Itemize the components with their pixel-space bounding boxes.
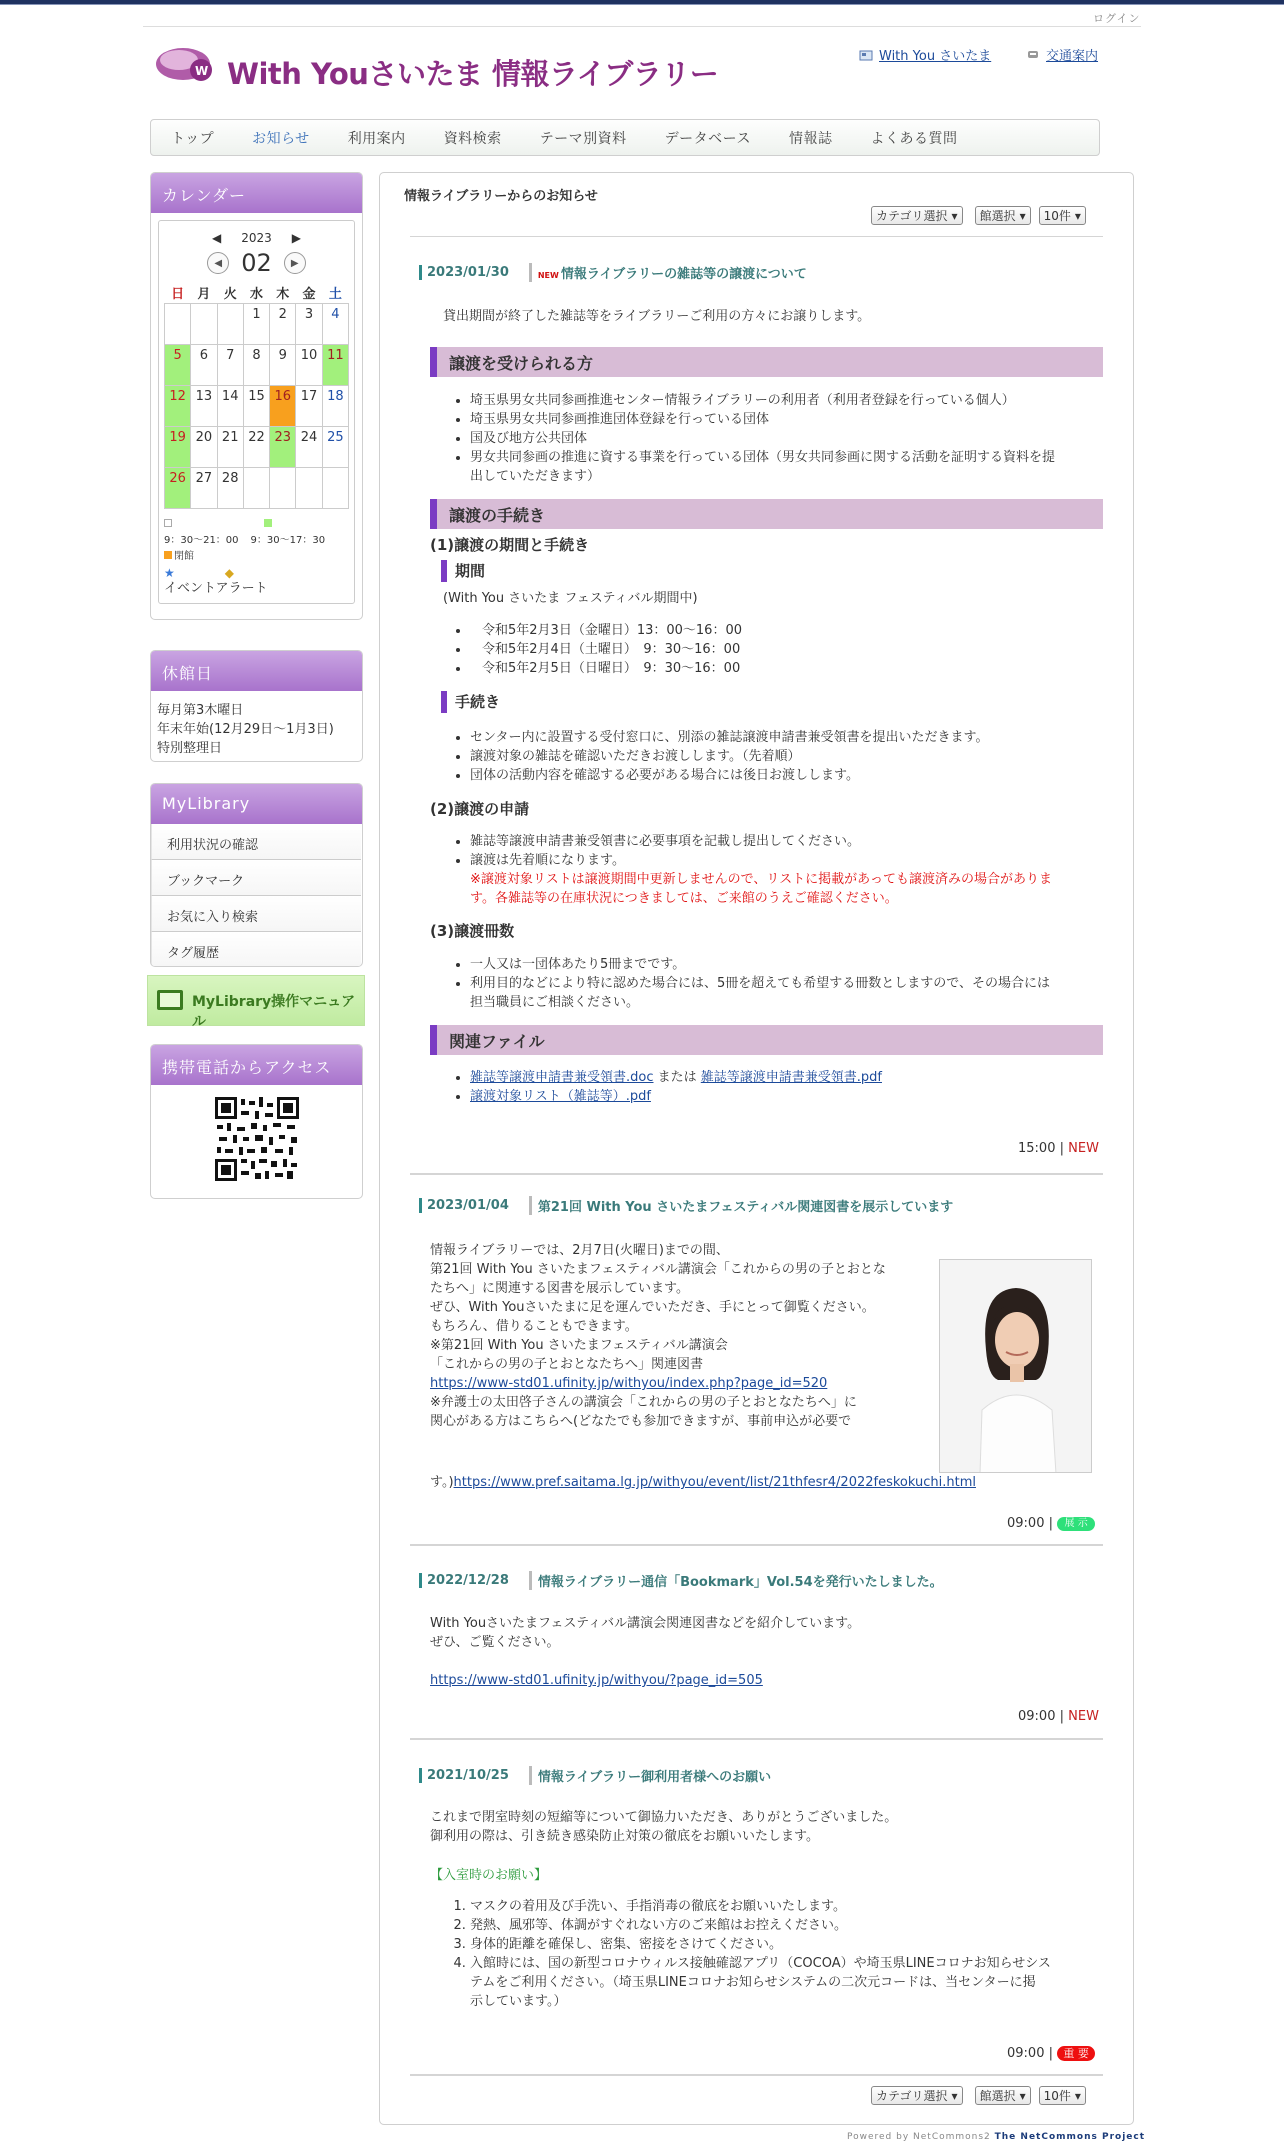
category-select-bottom[interactable] [871, 2086, 963, 2105]
entry1-title[interactable]: 情報ライブラリーの雑誌等の譲渡について [560, 267, 807, 282]
qr-code-icon [215, 1097, 299, 1181]
list-item: 出していただきます） [470, 469, 601, 484]
calendar-year: 2023 [241, 231, 272, 245]
legend-orange-swatch [164, 551, 172, 559]
calendar-day[interactable]: 13 [191, 385, 217, 426]
nav-database[interactable]: データベース [664, 130, 751, 147]
calendar-day[interactable]: 1 [243, 303, 269, 344]
access-link-text[interactable]: 交通案内 [1046, 49, 1099, 64]
weekday-wed: 水 [249, 287, 263, 303]
entry3-date: 2022/12/28 [419, 1573, 509, 1588]
mylibrary-tag-history[interactable]: タグ履歴 [151, 932, 361, 967]
login-link[interactable]: ログイン [1093, 12, 1141, 25]
chevron-down-icon: ▾ [1019, 2088, 1026, 2103]
calendar-day [243, 467, 269, 508]
section-recipients: 譲渡を受けられる方 [430, 347, 1103, 377]
exhibit-link[interactable]: https://www-std01.ufinity.jp/withyou/index.php?page_id=520 [430, 1376, 828, 1391]
heading-quantity: (3)譲渡冊数 [430, 922, 515, 940]
entry4-subheading: 【入室時のお願い】 [430, 1868, 548, 1883]
body-line: ※弁護士の太田啓子さんの講演会「これからの男の子とおとなたちへ」に [430, 1395, 857, 1410]
closed-line: 特別整理日 [157, 741, 223, 756]
divider [410, 2074, 1103, 2076]
svg-text:W: W [195, 64, 209, 78]
warning-text: す。各雑誌等の在庫状況につきましては、ご来館のうえご確認ください。 [470, 891, 898, 906]
list-item: • 利用目的などにより特に認めた場合には、5冊を超えても希望する冊数としますので、その場合には [470, 974, 1108, 993]
category-select[interactable] [871, 206, 963, 225]
section-files: 関連ファイル [430, 1025, 1103, 1055]
calendar-day[interactable]: 15 [243, 385, 269, 426]
list-item: 示しています。） [470, 1994, 567, 2009]
files-list [448, 1068, 1108, 1106]
count-select-bottom[interactable] [1039, 2086, 1086, 2105]
main-title: 情報ライブラリーからのお知らせ [404, 189, 598, 204]
branch-select-label: 館選択 [979, 2089, 1016, 2103]
footer-project-link[interactable]: The NetCommons Project [994, 2132, 1146, 2142]
portrait-image [940, 1260, 1092, 1473]
event-link[interactable]: https://www.pref.saitama.lg.jp/withyou/event/list/21thfesr4/2022feskokuchi.html [453, 1475, 976, 1490]
weekday-fri: 金 [302, 287, 316, 303]
calendar-day [165, 303, 191, 344]
list-item: • 令和5年2月5日（日曜日） 9：30～16：00 [470, 659, 1048, 678]
list-item: • 団体の活動内容を確認する必要がある場合には後日お渡しします。 [470, 766, 1108, 785]
list-item: • センター内に設置する受付窓口に、別添の雑誌譲渡申請書兼受領書を提出いただきます。 [470, 728, 1108, 747]
train-icon [1026, 49, 1040, 61]
bookmark-link[interactable]: https://www-std01.ufinity.jp/withyou/?page_id=505 [430, 1673, 763, 1688]
prev-month-icon[interactable]: ◀ [207, 252, 229, 274]
calendar-day[interactable]: 17 [296, 385, 322, 426]
procedure-list [448, 728, 1108, 785]
calendar-day[interactable]: 7 [217, 344, 243, 385]
divider [410, 1544, 1103, 1546]
entry1-time: 15:00 | [1018, 1141, 1064, 1156]
calendar-day[interactable]: 19 [165, 426, 191, 467]
count-select-label: 10件 [1043, 209, 1071, 223]
list-item: • 令和5年2月4日（土曜日） 9：30～16：00 [470, 640, 1048, 659]
list-item [470, 1068, 1108, 1087]
logo-icon [155, 42, 217, 92]
entry2-date: 2023/01/04 [419, 1198, 509, 1213]
weekday-sat: 土 [328, 287, 342, 303]
calendar-legend [164, 517, 349, 597]
mylibrary-bookmark[interactable]: ブックマーク [151, 860, 361, 896]
closed-box [150, 650, 363, 762]
branch-select-label: 館選択 [979, 209, 1016, 223]
file-link-pdf[interactable]: 雑誌等譲渡申請書兼受領書.pdf [700, 1070, 882, 1085]
file-link-doc[interactable]: 雑誌等譲渡申請書兼受領書.doc [470, 1070, 654, 1085]
mobile-title: 携帯電話からアクセス [151, 1045, 362, 1085]
mylibrary-box [150, 783, 363, 967]
file-link-list[interactable]: 譲渡対象リスト（雑誌等）.pdf [470, 1089, 651, 1104]
weekday-sun: 日 [171, 287, 185, 303]
body-line: もちろん、借りることもできます。 [430, 1319, 638, 1334]
logo-text: With Youさいたま 情報ライブラリー [227, 57, 719, 91]
closed-line: 年末年始(12月29日～1月3日) [157, 722, 334, 737]
calendar-day[interactable]: 5 [165, 344, 191, 385]
calendar-day[interactable]: 21 [217, 426, 243, 467]
body-line: With Youさいたまフェスティバル講演会関連図書などを紹介しています。 [430, 1616, 861, 1631]
entry4-time: 09:00 | [1007, 2046, 1053, 2061]
body-line: ぜひ、With Youさいたまに足を運んでいただき、手にとって御覧ください。 [430, 1300, 875, 1315]
legend-white: 9：30～21：00 [164, 534, 239, 546]
calendar-day[interactable]: 18 [322, 385, 348, 426]
legend-green-swatch [264, 519, 272, 527]
important-badge: 重 要 [1057, 2046, 1095, 2061]
entry3-header [419, 1571, 943, 1590]
body-line: 「これからの男の子とおとなたちへ」関連図書 [430, 1357, 704, 1372]
entry2-link-line [430, 1473, 976, 1492]
laptop-icon [156, 988, 186, 1014]
entry4-timestamp [1007, 2046, 1095, 2061]
calendar-day [270, 467, 296, 508]
mylibrary-manual-label: MyLibrary操作マニュアル [192, 994, 356, 1030]
body-line: 情報ライブラリーでは、2月7日(火曜日)までの間、 [430, 1243, 729, 1258]
entry3-body [430, 1614, 860, 1652]
footer [847, 2132, 1145, 2142]
entry1-header [419, 263, 807, 282]
calendar-grid [164, 283, 349, 509]
gift-icon: ◆ [224, 565, 234, 580]
category-select-label: カテゴリ選択 [876, 209, 948, 223]
chevron-down-icon: ▾ [1019, 208, 1026, 223]
entry2-title[interactable]: 第21回 With You さいたまフェスティバル関連図書を展示しています [529, 1196, 953, 1215]
list-item: 1. マスクの着用及び手洗い、手指消毒の徹底をお願いいたします。 [470, 1897, 1108, 1916]
count-select[interactable] [1039, 206, 1086, 225]
mylibrary-favorite-search[interactable]: お気に入り検索 [151, 896, 361, 932]
list-item: • 譲渡は先着順になります。 [470, 851, 1108, 870]
site-logo[interactable] [155, 40, 719, 96]
top-bar-line [0, 4, 1284, 5]
filter-row-top [871, 206, 1086, 225]
calendar-day[interactable]: 25 [322, 426, 348, 467]
new-badge: NEW [1068, 1141, 1099, 1156]
access-link[interactable] [1026, 45, 1098, 64]
subheading-procedure: 手続き [441, 691, 500, 713]
list-item: • 令和5年2月3日（金曜日）13：00～16：00 [470, 621, 1048, 640]
weekday-mon: 月 [197, 287, 211, 303]
body-line: 関心がある方はこちらへ(どなたでも参加できますが、事前申込が必要で [430, 1414, 852, 1429]
calendar-day[interactable]: 24 [296, 426, 322, 467]
chevron-down-icon: ▾ [1074, 208, 1081, 223]
entry2-time: 09:00 | [1007, 1516, 1053, 1531]
heading-application: (2)譲渡の申請 [430, 800, 530, 818]
list-item: • 譲渡対象の雑誌を確認いただきお渡しします。（先着順） [470, 747, 1108, 766]
count-select-label: 10件 [1043, 2089, 1071, 2103]
list-item: • 国及び地方公共団体 [470, 429, 1108, 448]
nav-faq[interactable]: よくある質問 [870, 130, 958, 147]
dates-list [448, 621, 1048, 678]
calendar-day[interactable]: 6 [191, 344, 217, 385]
period-note: (With You さいたま フェスティバル期間中) [443, 591, 698, 606]
mylibrary-manual-button[interactable] [147, 975, 365, 1030]
list-item: 担当職員にご相談ください。 [470, 995, 640, 1010]
mylibrary-title: MyLibrary [151, 784, 362, 824]
list-item: 2. 発熱、風邪等、体調がすぐれない方のご来館はお控えください。 [470, 1916, 1108, 1935]
entry4-title[interactable]: 情報ライブラリー御利用者様へのお願い [529, 1766, 771, 1785]
weekday-thu: 木 [276, 287, 290, 303]
entry3-time: 09:00 | [1018, 1709, 1064, 1724]
calendar-day[interactable]: 23 [270, 426, 296, 467]
entry3-timestamp [1018, 1709, 1099, 1724]
body-line: ぜひ、ご覧ください。 [430, 1635, 560, 1650]
nav-magazine[interactable]: 情報誌 [789, 130, 833, 147]
legend-white-swatch [164, 519, 172, 527]
calendar-day[interactable]: 26 [165, 467, 191, 508]
with-you-link[interactable] [859, 45, 991, 64]
calendar-day[interactable]: 11 [322, 344, 348, 385]
filter-row-bottom [871, 2086, 1086, 2105]
branch-select-bottom[interactable] [975, 2086, 1031, 2105]
body-line: す。) [430, 1475, 454, 1490]
calendar-day[interactable]: 8 [243, 344, 269, 385]
calendar-day[interactable]: 14 [217, 385, 243, 426]
body-line: 第21回 With You さいたまフェスティバル講演会「これからの男の子とおとな [430, 1262, 886, 1277]
entry4-header [419, 1766, 771, 1785]
nav-theme[interactable]: テーマ別資料 [539, 130, 627, 147]
next-month-icon[interactable]: ▶ [284, 252, 306, 274]
rules-list [448, 1897, 1108, 2011]
calendar-day [296, 467, 322, 508]
entry4-body [430, 1808, 897, 1846]
chevron-down-icon: ▾ [1074, 2088, 1081, 2103]
entry2-body [430, 1241, 886, 1431]
calendar-day[interactable]: 16 [270, 385, 296, 426]
list-item: 4. 入館時には、国の新型コロナウィルス接触確認アプリ（COCOA）や埼玉県LINEコロナお知らせシス [470, 1954, 1108, 1973]
body-line: たちへ」に関連する図書を展示しています。 [430, 1281, 689, 1296]
body-line: これまで閉室時刻の短縮等について御協力いただき、ありがとうございました。 [430, 1810, 898, 1825]
nav-guide[interactable]: 利用案内 [347, 130, 406, 147]
chevron-down-icon: ▾ [951, 208, 958, 223]
calendar-box [150, 172, 363, 620]
list-item: テムをご利用ください。（埼玉県LINEコロナお知らせシステムの二次元コードは、当センターに掲 [470, 1975, 1036, 1990]
section-procedure: 譲渡の手続き [430, 499, 1103, 529]
calendar-day[interactable]: 9 [270, 344, 296, 385]
divider [410, 1173, 1103, 1175]
list-item: • 男女共同参画の推進に資する事業を行っている団体（男女共同参画に関する活動を証明する資料を提 [470, 448, 1108, 467]
with-you-link-text[interactable]: With You さいたま [879, 49, 992, 64]
speaker-photo [939, 1259, 1092, 1473]
new-badge: NEW [1068, 1709, 1099, 1724]
body-line: ※第21回 With You さいたまフェスティバル講演会 [430, 1338, 728, 1353]
prev-year-icon[interactable]: ◀ [211, 231, 222, 245]
divider [410, 236, 1103, 237]
entry4-date: 2021/10/25 [419, 1768, 509, 1783]
heading-period-procedure: (1)譲渡の期間と手続き [430, 536, 590, 554]
list-item: • 雑誌等譲渡申請書兼受領書に必要事項を記載し提出してください。 [470, 832, 1108, 851]
calendar-day[interactable]: 2 [270, 303, 296, 344]
calendar-day[interactable]: 28 [217, 467, 243, 508]
list-item: • 一人又は一団体あたり5冊までです。 [470, 955, 1108, 974]
list-item: • 埼玉県男女共同参画推進センター情報ライブラリーの利用者（利用者登録を行っている個人） [470, 391, 1108, 410]
application-list [448, 832, 1108, 908]
warning-text: ※譲渡対象リストは譲渡期間中更新しませんので、リストに掲載があっても譲渡済みの場合がありま [470, 872, 1052, 887]
chevron-down-icon: ▾ [951, 2088, 958, 2103]
header-divider [143, 26, 1141, 27]
body-line: 御利用の際は、引き続き感染防止対策の徹底をお願いいたします。 [430, 1829, 819, 1844]
next-year-icon[interactable]: ▶ [291, 231, 301, 245]
calendar-title: カレンダー [151, 173, 362, 213]
calendar-day [322, 467, 348, 508]
nav-top[interactable]: トップ [171, 130, 215, 147]
closed-line: 毎月第3木曜日 [157, 703, 244, 718]
main-nav [150, 119, 1100, 156]
weekday-tue: 火 [223, 287, 237, 303]
closed-title: 休館日 [151, 651, 362, 691]
subheading-period: 期間 [441, 560, 485, 582]
legend-event: イベントアラート [164, 580, 268, 596]
entry1-title-wrap[interactable] [529, 263, 807, 282]
list-item [470, 1087, 1108, 1106]
calendar-day[interactable]: 20 [191, 426, 217, 467]
entry2-header [419, 1196, 953, 1215]
branch-select[interactable] [975, 206, 1031, 225]
calendar-day[interactable]: 3 [296, 303, 322, 344]
list-item: • 埼玉県男女共同参画推進団体登録を行っている団体 [470, 410, 1108, 429]
category-select-label: カテゴリ選択 [876, 2089, 948, 2103]
list-item: 3. 身体的距離を確保し、密集、密接をさけてください。 [470, 1935, 1108, 1954]
calendar-day [217, 303, 243, 344]
exhibit-badge: 展 示 [1057, 1517, 1095, 1531]
recipients-list [448, 391, 1108, 486]
or-text: または [653, 1070, 701, 1085]
calendar-day[interactable]: 10 [296, 344, 322, 385]
new-icon: NEW [537, 271, 559, 280]
legend-orange: 閉館 [174, 550, 194, 562]
calendar-day[interactable]: 12 [165, 385, 191, 426]
calendar-day[interactable]: 4 [322, 303, 348, 344]
calendar-month: 02 [241, 249, 272, 277]
entry1-timestamp [1018, 1141, 1099, 1156]
star-icon: ★ [164, 565, 175, 580]
divider [410, 1738, 1103, 1740]
mobile-box [150, 1044, 363, 1199]
calendar-day [191, 303, 217, 344]
calendar-day[interactable]: 22 [243, 426, 269, 467]
calendar-day[interactable]: 27 [191, 467, 217, 508]
entry2-timestamp [1007, 1516, 1095, 1531]
entry3-title[interactable]: 情報ライブラリー通信「Bookmark」Vol.54を発行いたしました。 [529, 1571, 943, 1590]
mylibrary-status[interactable]: 利用状況の確認 [151, 824, 361, 860]
nav-news[interactable]: お知らせ [252, 130, 310, 147]
entry1-intro: 貸出期間が終了した雑誌等をライブラリーご利用の方々にお譲りします。 [443, 309, 871, 324]
footer-powered: Powered by NetCommons2 [847, 2132, 995, 2142]
home-icon [859, 49, 873, 61]
quantity-list [448, 955, 1108, 1012]
entry1-date: 2023/01/30 [419, 265, 509, 280]
legend-green: 9：30～17：30 [250, 534, 326, 546]
nav-search[interactable]: 資料検索 [443, 130, 502, 147]
entry3-link-line [430, 1671, 763, 1690]
